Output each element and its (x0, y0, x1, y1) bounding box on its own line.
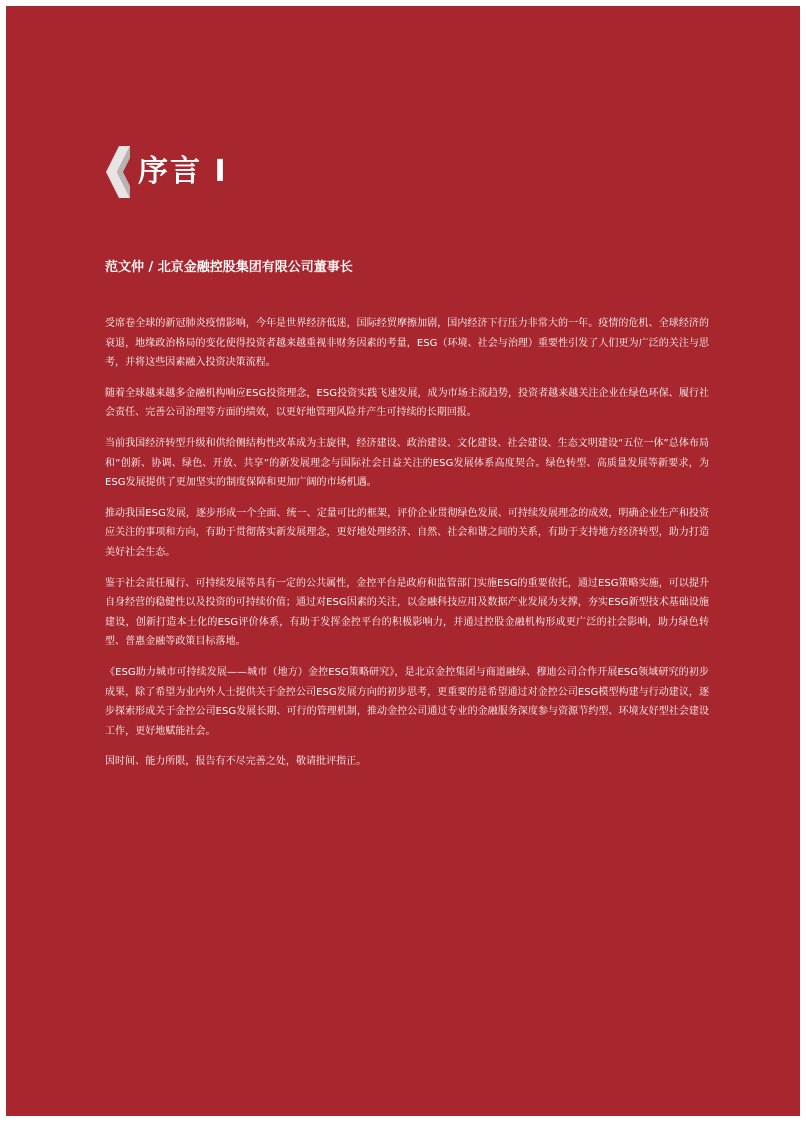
section-heading (106, 146, 228, 198)
paragraph: 鉴于社会责任履行、可持续发展等具有一定的公共属性，金控平台是政府和监管部门实施ESG的重要依托，通过ESG策略实施，可以提升自身经营的稳健性以及投资的可持续价值；通过对ESG因素的关注，以金融科技应用及数据产业发展为支撑，夯实ESG新型技术基础设施建设，创新打造本土化的ESG评价体系，有助于发挥金控平台的积极影响力，并通过控股金融机构形成更广泛的社会影响，助力绿色转型、普惠金融等政策目标落地。 (105, 577, 709, 648)
chevron-left-icon (106, 146, 130, 198)
paragraph: 因时间、能力所限，报告有不尽完善之处，敬请批评指正。 (105, 756, 367, 768)
preface-body (105, 314, 709, 783)
paragraph: 推动我国ESG发展，逐步形成一个全面、统一、定量可比的框架，评价企业贯彻绿色发展、可持续发展理念的成效，明确企业生产和投资应关注的事项和方向，有助于贯彻落实新发展理念，更好地处理经济、自然、社会和谐之间的关系，有助于支持地方经济转型，助力打造美好社会生态。 (105, 507, 709, 558)
paragraph: 随着全球越来越多金融机构响应ESG投资理念，ESG投资实践飞速发展，成为市场主流趋势，投资者越来越关注企业在绿色环保、履行社会责任、完善公司治理等方面的绩效，以更好地管理风险并产生可持续的长期回报。 (105, 387, 709, 419)
page-title: 序言 I (138, 154, 228, 189)
author-line: 范文仲 / 北京金融控股集团有限公司董事长 (105, 260, 353, 275)
preface-page (6, 6, 800, 1116)
paragraph: 受席卷全球的新冠肺炎疫情影响，今年是世界经济低迷，国际经贸摩擦加剧，国内经济下行压力非常大的一年。疫情的危机、全球经济的衰退，地缘政治格局的变化使得投资者越来越重视非财务因素的考量，ESG（环境、社会与治理）重要性引发了人们更为广泛的关注与思考，并将这些因素融入投资决策流程。 (105, 318, 709, 369)
paragraph: 当前我国经济转型升级和供给侧结构性改革成为主旋律，经济建设、政治建设、文化建设、社会建设、生态文明建设“五位一体”总体布局和“创新、协调、绿色、开放、共享”的新发展理念与国际社会日益关注的ESG发展体系高度契合。绿色转型、高质量发展等新要求，为ESG发展提供了更加坚实的制度保障和更加广阔的市场机遇。 (105, 437, 709, 489)
paragraph: 《ESG助力城市可持续发展——城市（地方）金控ESG策略研究》，是北京金控集团与商道融绿、穆迪公司合作开展ESG领域研究的初步成果，除了希望为业内外人士提供关于金控公司ESG发展方向的初步思考，更重要的是希望通过对金控公司ESG模型构建与行动建议，逐步探索形成关于金控公司ESG发展长期、可行的管理机制，推动金控公司通过专业的金融服务深度参与资源节约型、环境友好型社会建设工作，更好地赋能社会。 (105, 666, 709, 737)
